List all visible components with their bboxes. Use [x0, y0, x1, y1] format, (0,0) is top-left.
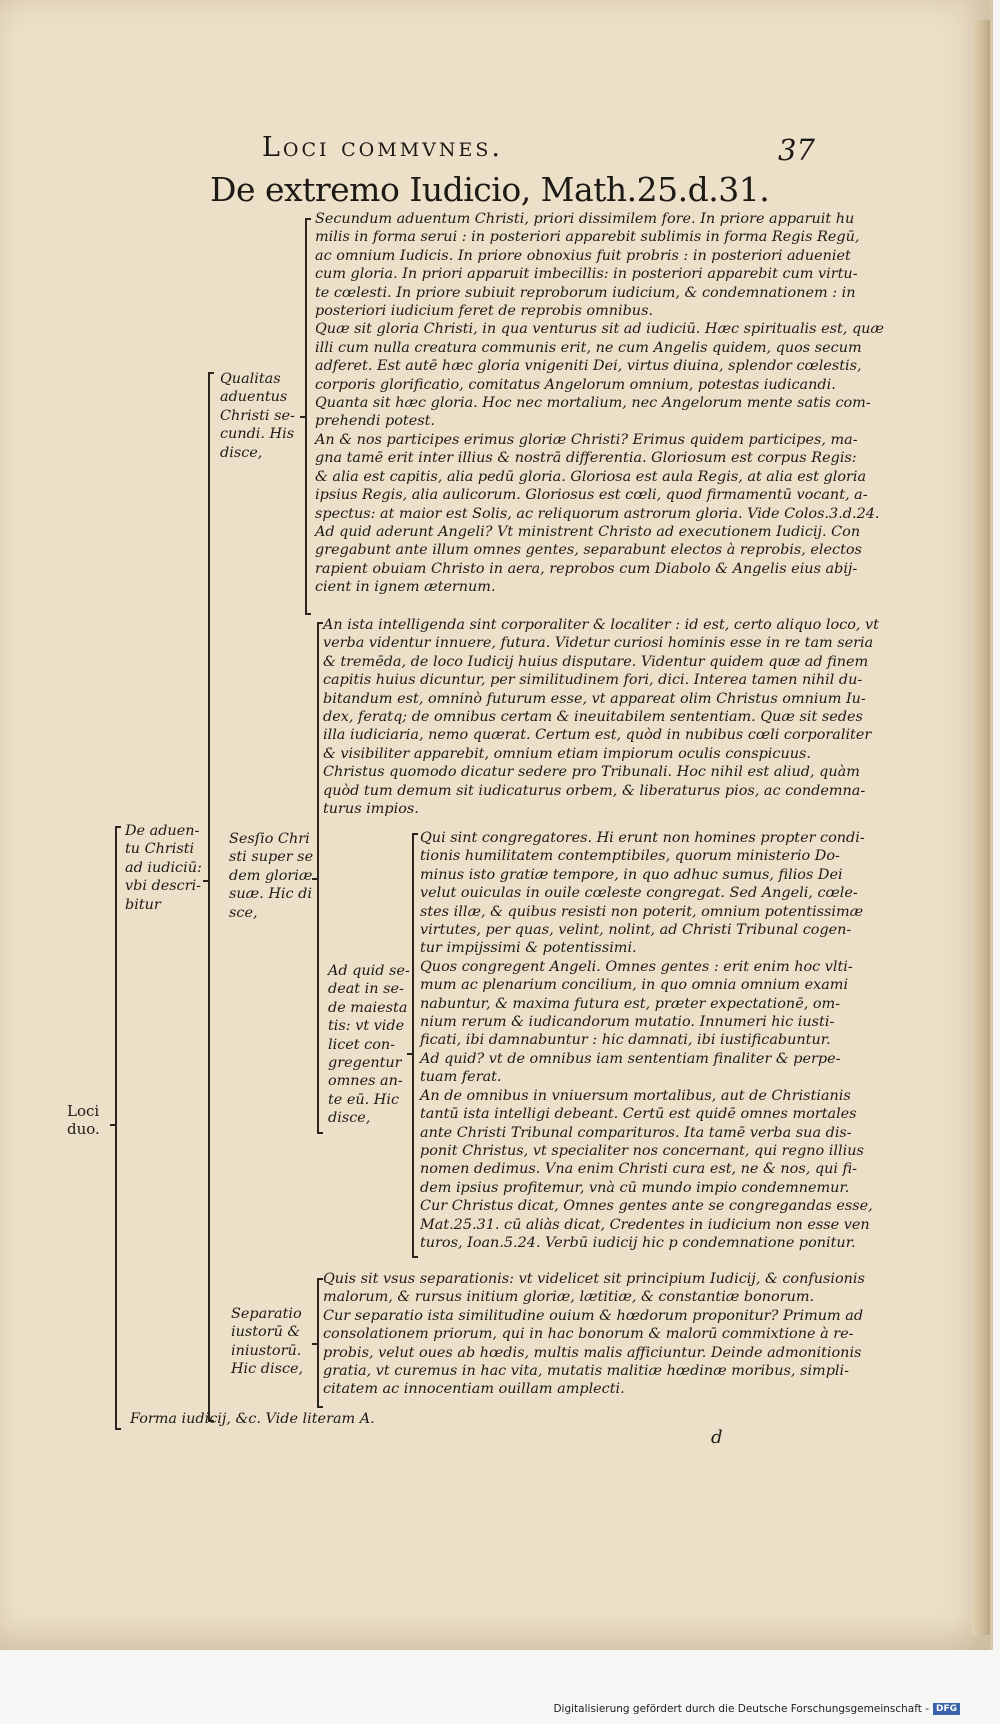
footer — [0, 1650, 1000, 1724]
label-separatio: Separatio iustorū & iniustorū. Hic disce, — [231, 1306, 304, 1378]
page-title: De extremo Iudicio, Math.25.d.31. — [210, 170, 770, 209]
footer-credit-text: Digitalisierung gefördert durch die Deutsche Forschungsgemeinschaft - — [553, 1703, 929, 1715]
text-block-ad-quid: Qui sint congregatores. Hi erunt non homines propter condi- tionis humilitatem contemptibiles, quorum ministerio Do- minus isto gratiæ tempore, in quo adhuc sumus, filios Dei velut ouiculas in ouile cœleste congregat. Sed Angeli, cœle- stes illæ, & quibus resisti non poterit, omnium potentissimæ virtutes, per quas, velint, nolint, ad Christi Tribunal cogen- tur impijssimi & potentissimi. Quos congregent Angeli. Omnes gentes : erit enim hoc vlti- mum ac plenarium concilium, in quo omnia omnium exami nabuntur, & maxima futura est, præter expectationē, om- nium rerum & iudicandorum mutatio. Innumeri hic iusti- ficati, ibi damnabuntur : hic damnati, ibi iustificabuntur. Ad quid? vt de omnibus iam sententiam finaliter & perpe- tuam ferat. An de omnibus in vniuersum mortalibus, aut de Christianis tantū ista intelligi debeant. Certū est quidē omnes mortales ante Christi Tribunal comparituros. Ita tamē verba sua dis- ponit Christus, vt specialiter nos concernant, qui regno illius nomen dedimus. Vna enim Christi cura est, ne & nos, qui fi- dem ipsius profitemur, vnà cū mundo impio condemnemur. Cur Christus dicat, Omnes gentes ante se congregandas esse, Mat.25.31. cū aliàs dicat, Credentes in iudicium non esse ven turos, Ioan.5.24. Verbū iudicij hic p condemnatione ponitur. — [420, 830, 873, 1251]
running-head: Loci commvnes. — [262, 132, 503, 163]
brace-qualitas — [305, 218, 307, 615]
text-block-separatio: Quis sit vsus separationis: vt videlicet sit principium Iudicij, & confusionis malorum, & rursus initium gloriæ, lætitiæ, & constantiæ bonorum. Cur separatio ista similitudine ouium & hœdorum proponitur? Primum ad consolationem priorum, qui in hac bonorum & malorū commixtione à re- probis, velut oues ab hœdis, multis malis afficiuntur. Deinde admonitionis gratia, vt curemus in hac vita, mutatis malitiæ hœdinæ moribus, simpli- citatem ac innocentiam ouillam amplecti. — [323, 1271, 865, 1398]
brace-ad-quid — [412, 833, 414, 1258]
label-qualitas: Qualitas aduentus Christi se- cundi. His disce, — [220, 371, 295, 461]
brace-loci — [115, 826, 117, 1430]
label-loci: Loci duo. — [67, 1102, 100, 1139]
label-sessio: Sesſio Chri sti super se dem gloriæ suæ. Hic di sce, — [229, 831, 314, 921]
signature-mark: d — [711, 1427, 723, 1448]
brace-de-adventu — [208, 372, 210, 1422]
page-number: 37 — [778, 133, 815, 167]
brace-separatio — [317, 1278, 319, 1408]
text-block-qualitas: Secundum aduentum Christi, priori dissimilem fore. In priore apparuit hu milis in forma serui : in posteriori apparebit sublimis in forma Regis Regū, ac omnium Iudicis. In priore obnoxius fuit probris : in posteriori adueniet cum gloria. In priori apparuit imbecillis: in posteriori apparebit cum virtu- te cœlesti. In priore subiuit reproborum iudicium, & condemnationem : in posteriori iudicium feret de reprobis omnibus. Quæ sit gloria Christi, in qua venturus sit ad iudiciū. Hæc spiritualis est, quæ illi cum nulla creatura communis erit, ne cum Angelis quidem, quos secum adferet. Est autē hæc gloria vnigeniti Dei, virtus diuina, splendor cœlestis, corporis glorificatio, comitatus Angelorum omnium, potestas iudicandi. Quanta sit hæc gloria. Hoc nec mortalium, nec Angelorum mente satis com- prehendi potest. An & nos participes erimus gloriæ Christi? Erimus quidem participes, ma- gna tamē erit inter illius & nostrā differentia. Gloriosum est corpus Regis: & alia est capitis, alia pedū gloria. Gloriosa est aula Regis, at alia est gloria ipsius Regis, alia aulicorum. Gloriosus est cœli, quod firmamentū vocant, a- spectus: at maior est Solis, ac reliquorum astrorum gloria. Vide Colos.3.d.24. Ad quid aderunt Angeli? Vt ministrent Christo ad executionem Iudicij. Con gregabunt ante illum omnes gentes, separabunt electos à reprobis, electos rapient obuiam Christo in aera, reprobos cum Diabolo & Angelis eius abij- cient in ignem æternum. — [315, 211, 884, 596]
brace-sessio — [317, 622, 319, 1134]
label-de-adventu: De aduen- tu Christi ad iudiciū: vbi descri- bitur — [125, 823, 202, 913]
page-edge — [972, 20, 990, 1635]
dfg-logo: DFG — [933, 1703, 960, 1715]
forma-line: Forma iudicij, &c. Vide literam A. — [130, 1411, 375, 1427]
label-ad-quid: Ad quid se- deat in se- de maiesta tis: vt vide licet con- gregentur omnes an- te eū. Hic disce, — [328, 963, 410, 1127]
footer-credit — [553, 1703, 960, 1715]
text-block-sessio: An ista intelligenda sint corporaliter & localiter : id est, certo aliquo loco, vt verba videntur innuere, futura. Videtur curiosi hominis esse in re tam seria & tremēda, de loco Iudicij huius disputare. Videntur quidem quæ ad finem capitis huius dicuntur, per similitudinem fori, dici. Interea tamen nihil du- bitandum est, omninò futurum esse, vt appareat olim Christus omnium Iu- dex, feratq; de omnibus certam & ineuitabilem sententiam. Quæ sit sedes illa iudiciaria, nemo quærat. Certum est, quòd in nubibus cœli corporaliter & visibiliter apparebit, omnium etiam impiorum oculis conspicuus. Christus quomodo dicatur sedere pro Tribunali. Hoc nihil est aliud, quàm quòd tum demum sit iudicaturus orbem, & liberaturus pios, ac condemna- turus impios. — [323, 617, 879, 818]
